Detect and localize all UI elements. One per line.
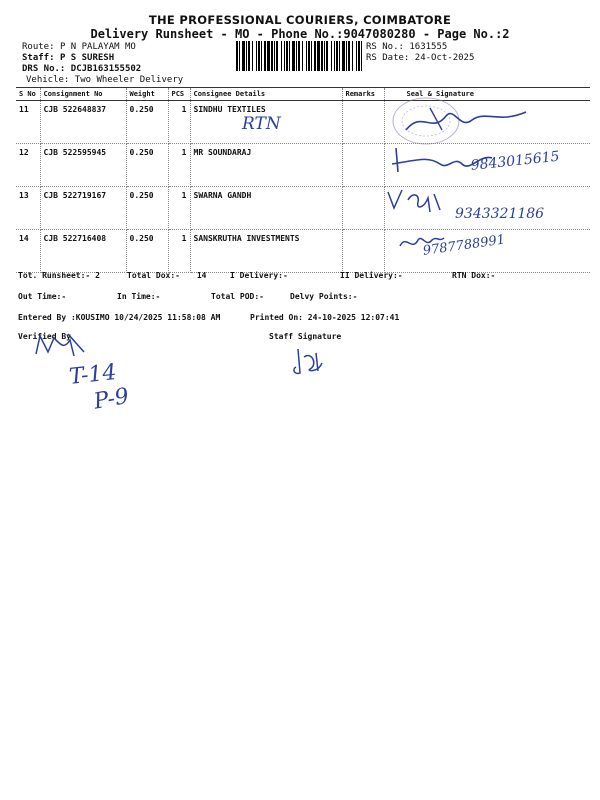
barcode-bar [358, 41, 360, 71]
cell-weight: 0.250 [126, 144, 168, 187]
table-row [16, 230, 590, 273]
vehicle-line [26, 75, 183, 85]
total-dox [127, 271, 206, 280]
barcode-bar [256, 41, 257, 71]
barcode-bar [298, 41, 300, 71]
barcode-bar [261, 41, 262, 71]
barcode-bar [339, 41, 340, 71]
cell-signature [384, 187, 590, 230]
barcode-bar [317, 41, 320, 71]
cell-remarks [342, 230, 384, 273]
barcode-bar [258, 41, 260, 71]
cell-consignment: CJB 522716408 [40, 230, 126, 273]
cell-consignment: CJB 522595945 [40, 144, 126, 187]
table-row [16, 144, 590, 187]
cell-pcs: 1 [168, 144, 190, 187]
col-header-weight: Weight [126, 88, 168, 101]
barcode-bar [356, 41, 357, 71]
cell-sno: 13 [16, 187, 40, 230]
cell-consignee: MR SOUNDARAJ [190, 144, 342, 187]
rs-no-line [366, 42, 447, 52]
barcode-bar [346, 41, 347, 71]
barcode-bar [314, 41, 316, 71]
rs-date-label: RS Date: [366, 53, 410, 63]
in-time: In Time:- [117, 292, 161, 301]
total-dox-value: 14 [196, 271, 207, 280]
barcode-bar [311, 41, 312, 71]
cell-remarks [342, 101, 384, 144]
cell-consignee: SWARNA GANDH [190, 187, 342, 230]
table-row [16, 187, 590, 230]
barcode-bar [248, 41, 250, 71]
drs-line [22, 64, 141, 74]
barcode-bar [271, 41, 273, 71]
barcode-bar [276, 41, 278, 71]
out-time: Out Time:- [18, 292, 67, 301]
rs-date-line [366, 53, 474, 63]
barcode-bar [296, 41, 297, 71]
handwritten-t14-note: T-14 [68, 360, 118, 390]
rs-no-label: RS No.: [366, 42, 404, 52]
barcode-bar [274, 41, 275, 71]
barcode-bar [246, 41, 247, 71]
cell-sno: 11 [16, 101, 40, 144]
col-header-consignee: Consignee Details [190, 88, 342, 101]
route-value: P N PALAYAM MO [59, 42, 136, 52]
barcode-bar [352, 41, 353, 71]
cell-weight: 0.250 [126, 101, 168, 144]
cell-weight: 0.250 [126, 187, 168, 230]
cell-signature [384, 144, 590, 187]
staff-value: P S SURESH [59, 53, 115, 63]
barcode-bar [331, 41, 332, 71]
barcode-bar [236, 41, 238, 71]
cell-sno: 12 [16, 144, 40, 187]
i-delivery: I Delivery:- [230, 271, 288, 280]
barcode-bar [267, 41, 270, 71]
handwritten-phone-row-13: 9343321186 [455, 206, 545, 222]
vehicle-label: Vehicle: [26, 75, 70, 85]
cell-weight: 0.250 [126, 230, 168, 273]
cell-consignee: SANSKRUTHA INVESTMENTS [190, 230, 342, 273]
barcode-bar [326, 41, 328, 71]
rtn-dox: RTN Dox:- [452, 271, 496, 280]
barcode-bar [306, 41, 307, 71]
barcode-bar [289, 41, 290, 71]
cell-pcs: 1 [168, 187, 190, 230]
barcode [236, 41, 362, 71]
verified-by: Verified By [18, 332, 71, 341]
tot-runsheet: Tot. Runsheet:- 2 [18, 271, 100, 280]
handwritten-p9-note: P-9 [92, 383, 131, 415]
route-line [22, 42, 136, 52]
barcode-bar [334, 41, 335, 71]
table-row [16, 101, 590, 144]
barcode-bar [242, 41, 245, 71]
runsheet-subtitle: Delivery Runsheet - MO - Phone No.:9047080280 - Page No.:2 [90, 27, 510, 41]
barcode-bar [342, 41, 345, 71]
drs-label: DRS No.: [22, 64, 66, 74]
cell-pcs: 1 [168, 101, 190, 144]
barcode-bar [264, 41, 266, 71]
barcode-bar [302, 41, 303, 71]
ii-delivery: II Delivery:- [340, 271, 403, 280]
barcode-bar [348, 41, 350, 71]
handwritten-rtn-note: RTN [242, 114, 281, 134]
cell-signature [384, 230, 590, 273]
cell-sno: 14 [16, 230, 40, 273]
handwritten-phone-row-14: 9787788991 [422, 232, 507, 259]
vehicle-value: Two Wheeler Delivery [74, 75, 184, 85]
cell-remarks [342, 144, 384, 187]
staff-line [22, 53, 114, 63]
company-name: THE PROFESSIONAL COURIERS, COIMBATORE [148, 13, 452, 27]
barcode-bar [361, 41, 362, 71]
rs-no-value: 1631555 [409, 42, 448, 52]
barcode-bar [239, 41, 240, 71]
cell-signature [384, 101, 590, 144]
runsheet-table [16, 87, 590, 273]
barcode-bar [284, 41, 285, 71]
staff-label: Staff: [22, 53, 55, 63]
total-dox-label: Total Dox:- [127, 271, 180, 280]
barcode-bar [292, 41, 295, 71]
cell-consignment: CJB 522648837 [40, 101, 126, 144]
handwritten-phone-row-12: 9843015615 [470, 148, 561, 174]
cell-consignment: CJB 522719167 [40, 187, 126, 230]
barcode-bar [336, 41, 338, 71]
col-header-pcs: PCS [168, 88, 190, 101]
entered-by: Entered By :KOUSIMO 10/24/2025 11:58:08 AM [18, 313, 221, 322]
staff-signature [288, 345, 328, 379]
cell-pcs: 1 [168, 230, 190, 273]
col-header-signature: Seal & Signature [384, 88, 590, 101]
total-pod: Total POD:- [211, 292, 264, 301]
cell-consignee: SINDHU TEXTILES [190, 101, 342, 144]
cell-remarks [342, 187, 384, 230]
barcode-bar [308, 41, 310, 71]
drs-value: DCJB163155502 [70, 64, 142, 74]
printed-on: Printed On: 24-10-2025 12:07:41 [250, 313, 400, 322]
col-header-remarks: Remarks [342, 88, 384, 101]
route-label: Route: [22, 42, 55, 52]
col-header-sno: S No [16, 88, 40, 101]
delvy-points: Delvy Points:- [290, 292, 358, 301]
col-header-consignment: Consignment No [40, 88, 126, 101]
barcode-bar [252, 41, 253, 71]
staff-signature-label: Staff Signature [269, 332, 342, 341]
barcode-bar [286, 41, 288, 71]
barcode-bar [321, 41, 323, 71]
rs-date-value: 24-Oct-2025 [414, 53, 475, 63]
barcode-bar [324, 41, 325, 71]
barcode-bar [281, 41, 282, 71]
table-header-row [16, 88, 590, 101]
